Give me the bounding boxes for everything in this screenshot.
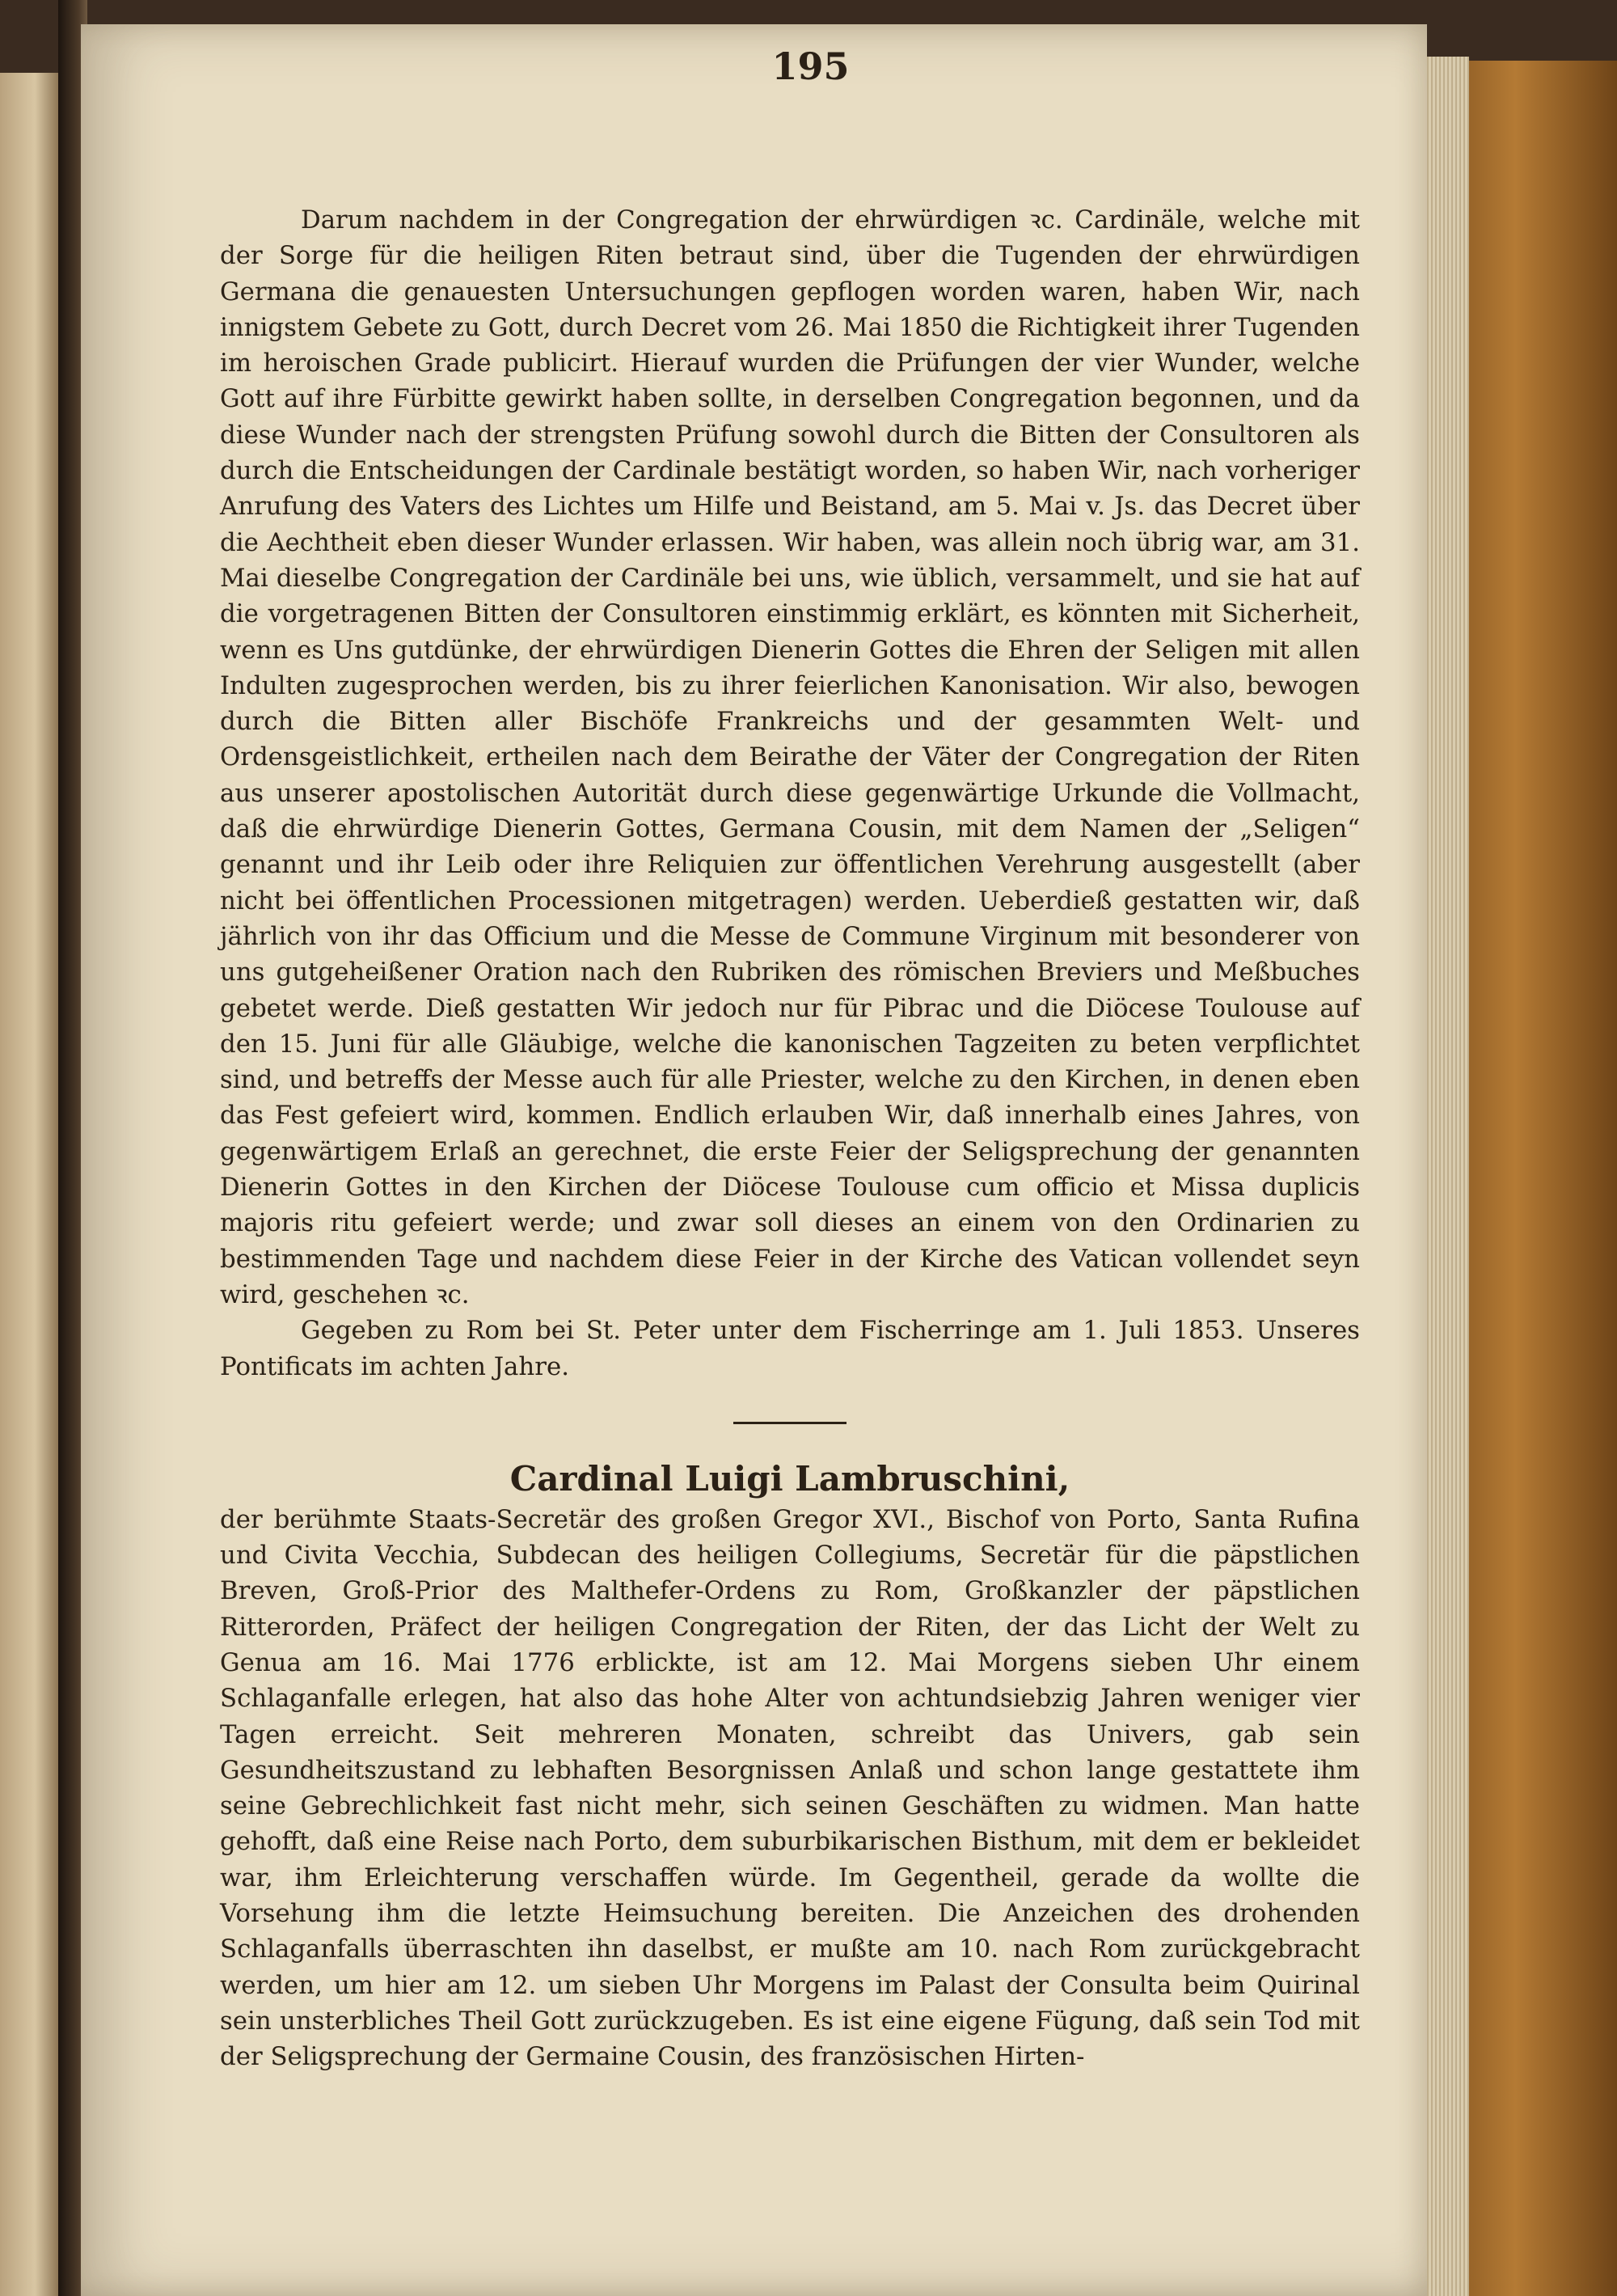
page-number: 195 xyxy=(771,44,850,88)
paragraph-lambruschini: der berühmte Staats-Secretär des großen Gregor XVI., Bischof von Porto, Santa Rufina und Civita Vecchia, Subdecan des heiligen Collegiums, Secretär für die päpstlichen Breven, Groß-Prior des Malthefer-Ordens zu Rom, Großkanzler der päpstlichen Ritterorden, Präfect der heiligen Congregation der Riten, der das Licht der Welt zu Genua am 16. Mai 1776 erblickte, ist am 12. Mai Morgens sieben Uhr einem Schlaganfalle erlegen, hat also das hohe Alter von achtundsiebzig Jahren weniger vier Tagen erreicht. Seit mehreren Monaten, schreibt das Univers, gab sein Gesundheitszustand zu lebhaften Besorgnissen Anlaß und schon lange gestattete ihm seine Gebrechlichkeit fast nicht mehr, sich seinen Geschäften zu widmen. Man hatte gehofft, daß eine Reise nach Porto, dem suburbikarischen Bisthum, mit dem er bekleidet war, ihm Erleichterung verschaffen würde. Im Gegentheil, gerade da wollte die Vorsehung ihm die letzte Heimsuchung bereiten. Die Anzeichen des drohenden Schlaganfalls überraschten ihn daselbst, er mußte am 10. nach Rom zurückgebracht werden, um hier am 12. um sieben Uhr Morgens im Palast der Consulta beim Quirinal sein unsterbliches Theil Gott zurückzugeben. Es ist eine eigene Fügung, daß sein Tod mit der Seligsprechung der Germaine Cousin, des französischen Hirten- xyxy=(220,1504,1360,2072)
paragraph-decree: Darum nachdem in der Congregation der ehrwürdigen ꝛc. Cardinäle, welche mit der Sorge für die heiligen Riten betraut sind, über die Tugenden der ehrwürdigen Germana die genauesten Untersuchungen gepflogen worden waren, haben Wir, nach innigstem Gebete zu Gott, durch Decret vom 26. Mai 1850 die Richtigkeit ihrer Tugenden im heroischen Grade publicirt. Hierauf wurden die Prüfungen der vier Wunder, welche Gott auf ihre Fürbitte gewirkt haben sollte, in derselben Congregation begonnen, und da diese Wunder nach der strengsten Prüfung sowohl durch die Bitten der Consultoren als durch die Entscheidungen der Cardinale bestätigt worden, so haben Wir, nach vorheriger Anrufung des Vaters des Lichtes um Hilfe und Beistand, am 5. Mai v. Js. das Decret über die Aechtheit eben dieser Wunder erlassen. Wir haben, was allein noch übrig war, am 31. Mai dieselbe Congregation der Cardinäle bei uns, wie üblich, versammelt, und sie hat auf die vorgetragenen Bitten der Consultoren einstimmig erklärt, es könnten mit Sicherheit, wenn es Uns gutdünke, der ehrwürdigen Dienerin Gottes die Ehren der Seligen mit allen Indulten zugesprochen werden, bis zu ihrer feierlichen Kanonisation. Wir also, bewogen durch die Bitten aller Bischöfe Frankreichs und der gesammten Welt- und Ordensgeistlichkeit, ertheilen nach dem Beirathe der Väter der Congregation der Riten aus unserer apostolischen Autorität durch diese gegenwärtige Urkunde die Vollmacht, daß die ehrwürdige Dienerin Gottes, Germana Cousin, mit dem Namen der „Seligen“ genannt und ihr Leib oder ihre Reliquien zur öffentlichen Verehrung ausgestellt (aber nicht bei öffentlichen Processionen mitgetragen) werden. Ueberdieß gestatten wir, daß jährlich von ihr das Officium und die Messe de Commune Virginum mit besonderer von uns gutgeheißener Oration nach den Rubriken des römischen Breviers und Meßbuches gebetet werde. Dieß gestatten Wir jedoch nur für Pibrac und die Diöcese Toulouse auf den 15. Juni für alle Gläubige, welche die kanonischen Tagzeiten zu beten verpflichtet sind, und betreffs der Messe auch für alle Priester, welche zu den Kirchen, in denen eben das Fest gefeiert wird, kommen. Endlich erlauben Wir, daß innerhalb eines Jahres, von gegenwärtigem Erlaß an gerechnet, die erste Feier der Seligsprechung der genannten Dienerin Gottes in den Kirchen der Diöcese Toulouse cum officio et Missa duplicis majoris ritu gefeiert werde; und zwar soll dieses an einem von den Ordinarien zu bestimmenden Tage und nachdem diese Feier in der Kirche des Vatican vollendet seyn wird, geschehen ꝛc. xyxy=(220,205,1360,1309)
page-content xyxy=(220,202,1360,2075)
section-divider xyxy=(733,1422,846,1424)
left-page-edge xyxy=(0,73,58,2296)
paragraph-given-at-rome: Gegeben zu Rom bei St. Peter unter dem Fischerringe am 1. Juli 1853. Unseres Pontificats im achten Jahre. xyxy=(220,1316,1360,1381)
book-page xyxy=(81,24,1427,2296)
book-cover xyxy=(1447,61,1617,2296)
section-heading: Cardinal Luigi Lambruschini, xyxy=(509,1458,1070,1499)
